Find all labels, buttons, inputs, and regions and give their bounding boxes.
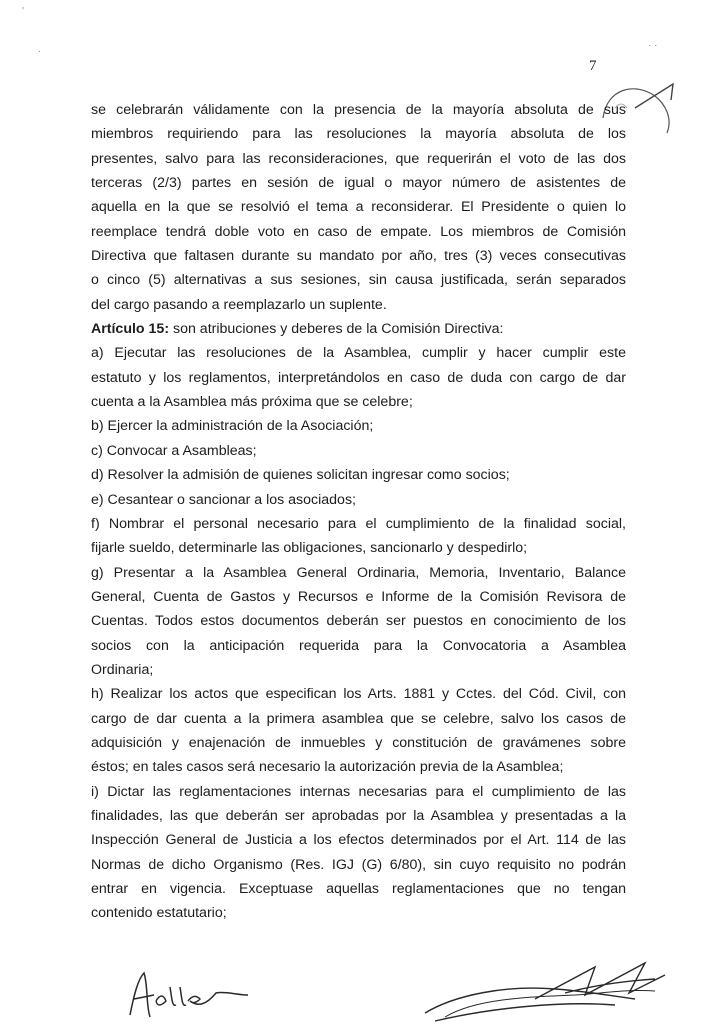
- text-line: d) Resolver la admisión de quienes solicitan ingresar como socios;: [91, 467, 510, 484]
- text-line: contenido estatutario;: [91, 905, 227, 922]
- text-line: c) Convocar a Asambleas;: [91, 442, 257, 459]
- handwritten-signature-right-icon: [415, 955, 675, 1030]
- article-heading-line: [91, 317, 626, 341]
- text-line: i) Dictar las reglamentaciones internas necesarias para el cumplimiento de las: [91, 783, 626, 800]
- text-line: f) Nombrar el personal necesario para el cumplimiento de la finalidad social,: [91, 515, 626, 532]
- scan-speck: .: [38, 44, 41, 55]
- text-line: miembros requiriendo para las resoluciones la mayoría absoluta de los: [91, 126, 626, 143]
- text-line: entrar en vigencia. Exceptuase aquellas reglamentaciones que no tengan: [91, 881, 626, 897]
- text-line: estatuto y los reglamentos, interpretándolos en caso de duda con cargo de dar: [91, 369, 626, 386]
- text-line: presentes, salvo para las reconsideraciones, que requerirán el voto de las dos: [91, 150, 626, 167]
- scan-speck: ': [22, 6, 24, 17]
- scan-speck: · ·: [648, 40, 658, 51]
- text-line: cargo de dar cuenta a la primera asamblea que se celebre, salvo los casos de: [91, 710, 626, 727]
- document-body: [91, 98, 626, 926]
- article-label: Artículo 15:: [91, 321, 170, 338]
- text-line: o cinco (5) alternativas a sus sesiones, sin causa justificada, serán separados: [91, 272, 626, 289]
- text-line: a) Ejecutar las resoluciones de la Asamblea, cumplir y hacer cumplir este: [91, 345, 626, 362]
- text-line: se celebrarán válidamente con la presencia de la mayoría absoluta de sus: [91, 102, 626, 118]
- text-line: aquella en la que se resolvió el tema a reconsiderar. El Presidente o quien lo: [91, 199, 626, 216]
- text-line: adquisición y enajenación de inmuebles y constitución de gravámenes sobre: [91, 734, 626, 751]
- page-number: 7: [589, 58, 597, 74]
- text-line: éstos; en tales casos será necesario la autorización previa de la Asamblea;: [91, 759, 564, 776]
- text-line: fijarle sueldo, determinarle las obligaciones, sancionarlo y despedirlo;: [91, 540, 528, 557]
- text-line: terceras (2/3) partes en sesión de igual o mayor número de asistentes de: [91, 175, 626, 192]
- text-line: socios con la anticipación requerida para la Convocatoria a Asamblea: [91, 637, 626, 654]
- text-line: Cuentas. Todos estos documentos deberán ser puestos en conocimiento de los: [91, 613, 626, 630]
- handwritten-signature-left-icon: [120, 965, 260, 1025]
- text-line: g) Presentar a la Asamblea General Ordinaria, Memoria, Inventario, Balance: [91, 564, 626, 581]
- text-line: b) Ejercer la administración de la Asociación;: [91, 418, 374, 435]
- text-line: General, Cuenta de Gastos y Recursos e Informe de la Comisión Revisora de: [91, 588, 626, 605]
- text-line: Directiva que faltasen durante su mandato por año, tres (3) veces consecutivas: [91, 248, 626, 265]
- text-line: reemplace tendrá doble voto en caso de empate. Los miembros de Comisión: [91, 223, 626, 240]
- text-line: finalidades, las que deberán ser aprobadas por la Asamblea y presentadas a la: [91, 807, 626, 824]
- text-line: cuenta a la Asamblea más próxima que se celebre;: [91, 394, 413, 411]
- text-line: Ordinaria;: [91, 661, 154, 678]
- text-line: e) Cesantear o sancionar a los asociados;: [91, 491, 356, 508]
- article-intro: son atribuciones y deberes de la Comisión Directiva:: [169, 321, 504, 338]
- text-line: del cargo pasando a reemplazarlo un suplente.: [91, 296, 387, 313]
- text-line: h) Realizar los actos que especifican los Arts. 1881 y Cctes. del Cód. Civil, con: [91, 686, 626, 703]
- text-line: Normas de dicho Organismo (Res. IGJ (G) 6/80), sin cuyo requisito no podrán: [91, 856, 626, 873]
- text-line: Inspección General de Justicia a los efectos determinados por el Art. 114 de las: [91, 832, 626, 849]
